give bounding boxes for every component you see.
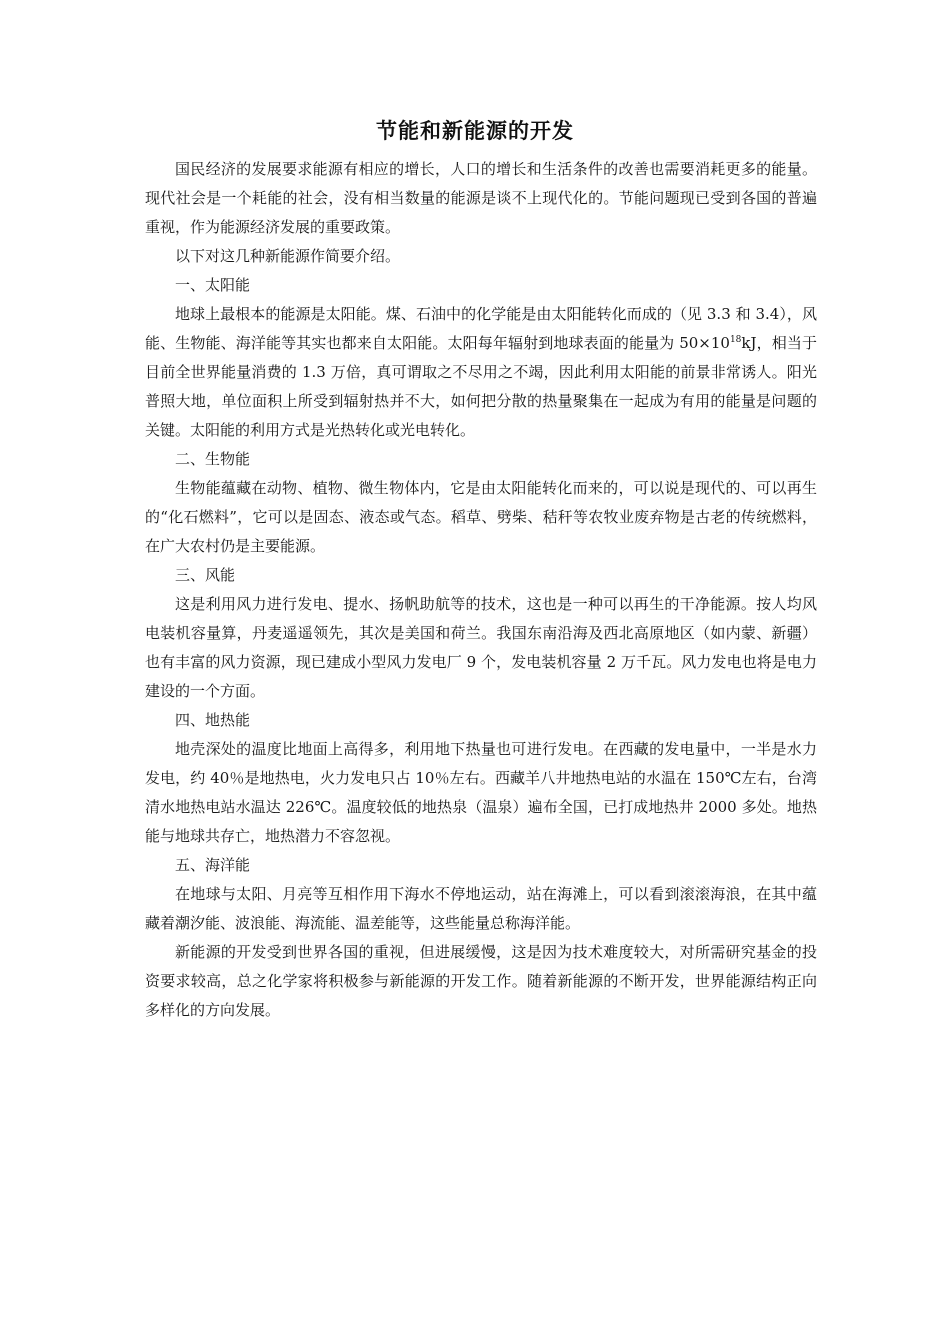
section-heading-geothermal: 四、地热能 [175, 711, 251, 729]
wind-paragraph: 这是利用风力进行发电、提水、扬帆助航等的技术，这也是一种可以再生的干净能源。按人均风电装机容量算，丹麦遥遥领先，其次是美国和荷兰。我国东南沿海及西北高原地区（如内蒙、新疆）也有丰富的风力资源，现已建成小型风力发电厂 9 个，发电装机容量 2 万千瓦。风力发电也将是电力建设的一个方面。 [145, 595, 817, 700]
solar-text-part2: kJ，相当于目前全世界能量消费的 1.3 万倍，真可谓取之不尽用之不竭，因此利用太阳能的前景非常诱人。阳光普照大地，单位面积上所受到辐射热并不大，如何把分散的热量聚集在一起成为有用的能量是问题的关键。太阳能的利用方式是光热转化或光电转化。 [145, 334, 818, 439]
solar-text-part1: 地球上最根本的能源是太阳能。煤、石油中的化学能是由太阳能转化而成的（见 3.3 和 3.4），风能、生物能、海洋能等其实也都来自太阳能。太阳每年辐射到地球表面的能量为 50×10 [145, 305, 817, 352]
section-heading-wind: 三、风能 [175, 566, 236, 584]
document-title: 节能和新能源的开发 [376, 119, 574, 143]
closing-paragraph: 新能源的开发受到世界各国的重视，但进展缓慢，这是因为技术难度较大，对所需研究基金的投资要求较高，总之化学家将积极参与新能源的开发工作。随着新能源的不断开发，世界能源结构正向多样化的方向发展。 [145, 943, 817, 1019]
section-heading-ocean: 五、海洋能 [175, 856, 251, 874]
bio-paragraph: 生物能蕴藏在动物、植物、微生物体内，它是由太阳能转化而来的，可以说是现代的、可以再生的“化石燃料”，它可以是固态、液态或气态。稻草、劈柴、秸秆等农牧业废弃物是古老的传统燃料，在广大农村仍是主要能源。 [145, 479, 817, 555]
ocean-paragraph: 在地球与太阳、月亮等互相作用下海水不停地运动，站在海滩上，可以看到滚滚海浪，在其中蕴藏着潮汐能、波浪能、海流能、温差能等，这些能量总称海洋能。 [145, 885, 817, 932]
section-heading-solar: 一、太阳能 [175, 276, 251, 294]
solar-exponent: 18 [729, 335, 742, 345]
section-heading-bio: 二、生物能 [175, 450, 251, 468]
solar-paragraph [145, 300, 817, 445]
overview-paragraph: 以下对这几种新能源作简要介绍。 [175, 247, 401, 265]
geothermal-paragraph: 地壳深处的温度比地面上高得多，利用地下热量也可进行发电。在西藏的发电量中，一半是水力发电，约 40％是地热电，火力发电只占 10％左右。西藏羊八井地热电站的水温在 150℃左右，台湾清水地热电站水温达 226℃。温度较低的地热泉（温泉）遍布全国，已打成地热井 2000 多处。地热能与地球共存亡，地热潜力不容忽视。 [145, 740, 817, 845]
intro-paragraph: 国民经济的发展要求能源有相应的增长，人口的增长和生活条件的改善也需要消耗更多的能量。现代社会是一个耗能的社会，没有相当数量的能源是谈不上现代化的。节能问题现已受到各国的普遍重视，作为能源经济发展的重要政策。 [145, 160, 817, 236]
document-body [145, 155, 817, 1025]
